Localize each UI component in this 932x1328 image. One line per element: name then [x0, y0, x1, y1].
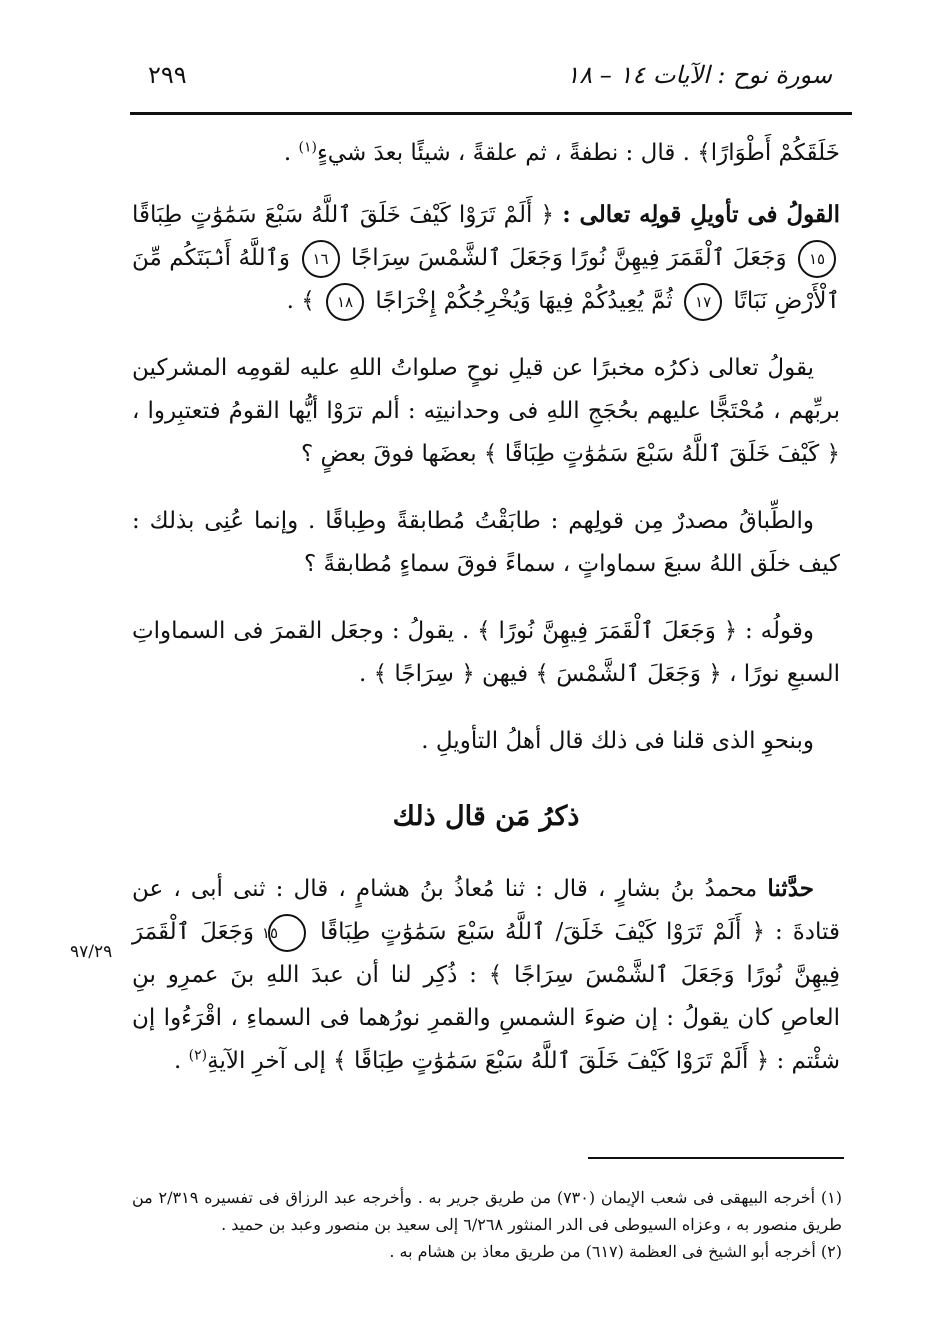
hadith-paragraph [132, 867, 840, 1083]
paragraph-6: وبنحوِ الذى قلنا فى ذلك قال أهلُ التأويلِ . [421, 728, 814, 754]
quran-quote: ﴿ أَلَمْ تَرَوْا كَيْفَ خَلَقَ/ ٱللَّهُ سَبْعَ سَمَٰوَٰتٍ طِبَاقًا [320, 919, 765, 945]
quran-quote: وَجَعَلَ ٱلْقَمَرَ فِيهِنَّ نُورًا وَجَعَلَ ٱلشَّمْسَ سِرَاجًا ﴾ [132, 919, 840, 988]
footnote-1: (١) أخرجه البيهقى فى شعب الإيمان (٧٣٠) من طريق جرير به . وأخرجه عبد الرزاق فى تفسيره ٢/٣١٩ من طريق منصور به ، وعزاه السيوطى فى الدر المنثور ٦/٢٦٨ إلى سعيد بن منصور وعبد بن حميد . [132, 1188, 842, 1234]
quran-quote: ثُمَّ يُعِيدُكُمْ فِيهَا وَيُخْرِجُكُمْ إِخْرَاجًا [375, 288, 673, 314]
running-header [130, 52, 852, 115]
tafsir-heading: القولُ فى تأويلِ قولِه تعالى : [562, 201, 841, 228]
paragraph-3: يقولُ تعالى ذكرُه مخبرًا عن قيلِ نوحٍ صلواتُ اللهِ عليه لقومِه المشركين بربِّهم ، مُحْتَجًّا عليهم بحُجَجِ اللهِ فى وحدانيتِه : ألم ترَوْا أيُّها القومُ فتعتبِروا ، ﴿ كَيْفَ خَلَقَ ٱللَّهُ سَبْعَ سَمَٰوَٰتٍ طِبَاقًا ﴾ بعضَها فوقَ بعضٍ ؟ [132, 355, 840, 467]
verse-number-15: ١٥ [268, 914, 306, 952]
verse-number-16: ١٦ [302, 240, 340, 278]
paragraph-end: ﴾ . [286, 288, 315, 314]
paragraph-4: والطِّباقُ مصدرٌ مِن قولِهم : طابَقْتُ مُطابقةً وطِباقًا . وإنما عُنِى بذلك : كيف خلَق اللهُ سبعَ سماواتٍ ، سماءً فوقَ سماءٍ مُطابقةً ؟ [132, 508, 840, 577]
main-text [132, 132, 840, 1107]
footnote-divider [588, 1157, 844, 1159]
footnotes [132, 1184, 842, 1265]
footnote-2: (٢) أخرجه أبو الشيخ فى العظمة (٦١٧) من طريق معاذ بن هشام به . [389, 1242, 842, 1261]
paragraph-5: وقولُه : ﴿ وَجَعَلَ ٱلْقَمَرَ فِيهِنَّ نُورًا ﴾ . يقولُ : وجعَل القمرَ فى السماواتِ السبعِ نورًا ، ﴿ وَجَعَلَ ٱلشَّمْسَ ﴾ فيهن ﴿ سِرَاجًا ﴾ . [132, 618, 840, 687]
paragraph-2 [132, 193, 840, 323]
quran-quote: وَجَعَلَ ٱلْقَمَرَ فِيهِنَّ نُورًا وَجَعَلَ ٱلشَّمْسَ سِرَاجًا [350, 245, 787, 271]
header-title: سورة نوح : الآيات ١٤ – ١٨ [566, 61, 832, 89]
quran-quote: خَلَقَكُمْ أَطْوَارًا﴾ [697, 140, 840, 166]
verse-number-18: ١٨ [326, 283, 364, 321]
hadith-isnad: محمدُ بنُ بشارٍ ، قال : ثنا مُعاذُ بنُ هشامٍ ، قال : ثنى أبى ، عن قتادةَ : [132, 876, 840, 945]
paragraph-end: . [283, 140, 299, 166]
section-title: ذكرُ مَن قال ذلك [392, 801, 580, 832]
footnote-ref-2[interactable]: (٢) [188, 1047, 208, 1064]
verse-number-15: ١٥ [798, 240, 836, 278]
paragraph-text: . قال : نطفةً ، ثم علقةً ، شيئًا بعدَ شيءٍ [316, 140, 690, 166]
paragraph-1 [132, 132, 840, 175]
footnote-ref-1[interactable]: (١) [298, 139, 317, 156]
page-number: ٢٩٩ [148, 61, 187, 89]
quran-quote: ﴿ أَلَمْ تَرَوْا كَيْفَ خَلَقَ ٱللَّهُ سَبْعَ سَمَٰوَٰتٍ طِبَاقًا [132, 202, 555, 228]
verse-number-17: ١٧ [684, 283, 722, 321]
hadith-text: : ذُكِر لنا أن عبدَ اللهِ بنَ عمرِو بنِ العاصِ كان يقولُ : إن ضوءَ الشمسِ والقمرِ نورُهما فى السماءِ ، اقْرَءُوا إن شئْتم : ﴿ أَلَمْ تَرَوْا كَيْفَ خَلَقَ ٱللَّهُ سَبْعَ سَمَٰوَٰتٍ طِبَاقًا ﴾ إلى آخرِ الآيةِ [132, 962, 840, 1074]
hadith-lead: حدَّثنا [767, 875, 814, 902]
margin-reference: ٩٧/٢٩ [70, 942, 113, 962]
paragraph-end: . [174, 1048, 189, 1074]
quran-quote: وَٱللَّهُ أَنۢبَتَكُم مِّنَ ٱلْأَرْضِ نَبَاتًا [132, 245, 840, 314]
